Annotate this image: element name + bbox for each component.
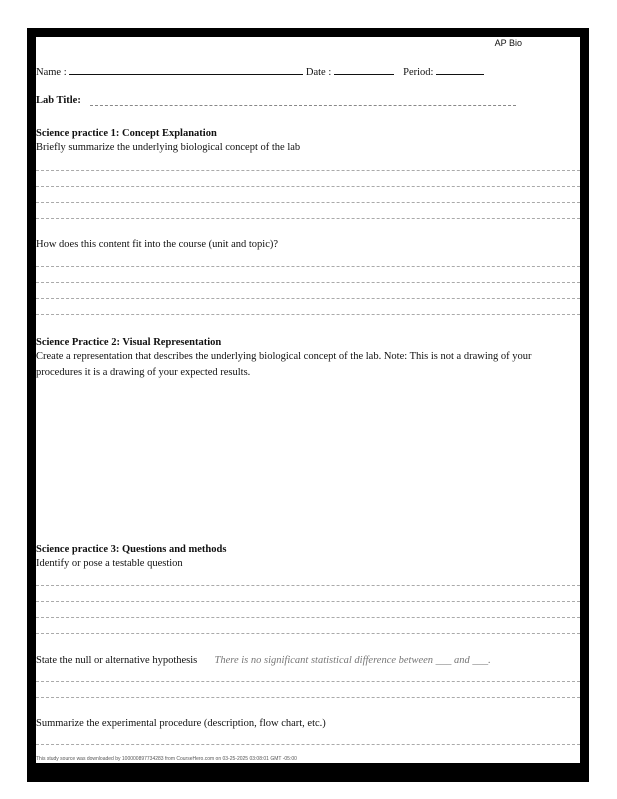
answer-line[interactable] [36,633,580,634]
answer-line[interactable] [36,617,580,618]
period-field[interactable] [436,65,484,75]
lab-title-label: Lab Title: [36,95,81,106]
hypothesis-row [36,655,491,666]
answer-line[interactable] [36,681,580,682]
hypothesis-label: State the null or alternative hypothesis [36,655,198,666]
answer-line[interactable] [36,585,580,586]
section-1-heading: Science practice 1: Concept Explanation [36,128,217,139]
answer-line[interactable] [36,186,580,187]
procedure-prompt: Summarize the experimental procedure (description, flow chart, etc.) [36,718,326,729]
date-field[interactable] [334,65,394,75]
drawing-area[interactable] [36,387,580,537]
name-field[interactable] [69,65,303,75]
answer-line[interactable] [36,218,580,219]
section-2-heading: Science Practice 2: Visual Representation [36,337,222,348]
page-frame [27,28,589,782]
answer-line[interactable] [36,266,580,267]
answer-line[interactable] [36,697,580,698]
section-3-heading: Science practice 3: Questions and methods [36,544,227,555]
section-2-prompt: Create a representation that describes the underlying biological concept of the lab. Note: This is not a drawing of your procedures it is a drawing of your expected results. [36,351,532,378]
period-label: Period: [403,67,434,78]
answer-line[interactable] [36,170,580,171]
answer-line[interactable] [36,298,580,299]
section-1-prompt: Briefly summarize the underlying biological concept of the lab [36,142,301,153]
download-footer: This study source was downloaded by 100000897734283 from CourseHero.com on 03-25-2025 03:08:01 GMT -05:00 [36,756,297,762]
answer-line[interactable] [36,314,580,315]
answer-line[interactable] [36,744,580,745]
answer-line[interactable] [36,202,580,203]
name-row [36,65,484,78]
worksheet-page [36,37,580,763]
hypothesis-hint: There is no significant statistical difference between ___ and ___. [214,655,491,666]
name-label: Name : [36,67,67,78]
section-3-prompt: Identify or pose a testable question [36,558,183,569]
date-label: Date : [305,67,332,78]
answer-line[interactable] [36,282,580,283]
section-1-question-2: How does this content fit into the course (unit and topic)? [36,239,279,250]
answer-line[interactable] [36,601,580,602]
lab-title-field[interactable] [90,105,516,106]
course-label: AP Bio [494,38,522,48]
